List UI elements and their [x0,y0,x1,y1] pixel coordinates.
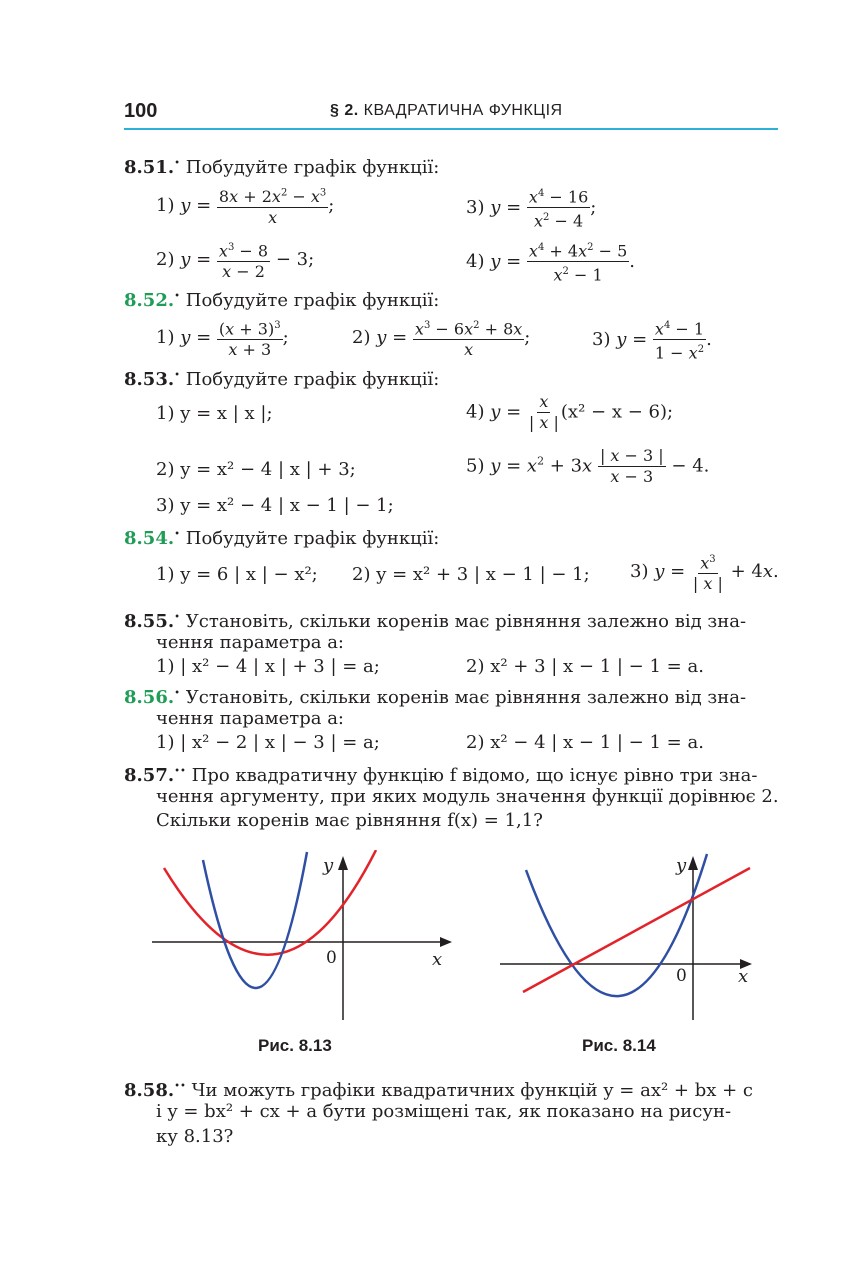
problem-8-56-item-2: 2) x² − 4 | x − 1 | − 1 = a. [466,732,704,753]
problem-text: Побудуйте графік функції: [185,157,440,178]
problem-8-53-item-5: 5) $y = x^2 + 3x$ $\frac{| x - 3 |}{x - 3}$ − 4. [466,446,710,486]
problem-number: 8.57. [124,765,175,786]
problem-number: 8.51. [124,157,175,178]
origin-label: 0 [326,948,337,968]
item-label: 3) [466,196,485,218]
problem-8-57: 8.57.•• Про квадратичну функцію f відомо, що існує рівно три зна- [124,765,758,786]
figure-8-13 [140,850,460,1025]
problem-number: 8.56. [124,687,175,708]
problem-8-51-item-4: 4) y = $\frac{x^4 + 4x^2 - 5}{x^2 - 1}$ . [466,238,635,286]
problem-number: 8.55. [124,611,175,632]
problem-8-53-item-2: 2) y = x² − 4 | x | + 3; [156,459,356,480]
section-number: § 2. [330,102,359,119]
figure-8-14 [490,850,765,1025]
problem-text: Побудуйте графік функції: [185,528,440,549]
blue-parabola [203,852,307,988]
item-label: 4) [466,250,485,272]
x-label: x [432,949,443,970]
item-label: 2) [156,249,175,271]
fraction: $\frac{x^3 - 6x^2 + 8x}{x}$ [413,316,524,360]
problem-8-53: 8.53.• Побудуйте графік функції: [124,369,440,390]
fraction: $\frac{x^3}{| x |}$ [691,550,725,594]
problem-8-52-item-3: 3) y = $\frac{x^4 - 1}{1 - x^2}$ . [592,316,712,364]
fraction: $\frac{x^4 - 16}{x^2 - 4}$ [527,184,590,232]
problem-8-58-line-3: ку 8.13? [156,1126,234,1147]
y-axis-arrow [338,856,348,870]
problem-8-54-item-3: 3) y = $\frac{x^3}{| x |}$ + 4x. [630,550,779,594]
problem-8-56: 8.56.• Установіть, скільки коренів має рівняння залежно від зна- [124,687,747,708]
problem-text: Побудуйте графік функції: [185,290,440,311]
y-label: y [323,855,334,876]
problem-8-55-line-2: чення параметра a: [156,632,344,653]
figure-8-14-caption: Рис. 8.14 [582,1036,656,1055]
fraction: $\frac{x^3 - 8}{x - 2}$ [217,238,270,282]
problem-8-57-line-2: чення аргументу, при яких модуль значення функції дорівнює 2. [156,786,779,807]
problem-8-51-item-1: 1) y = $\frac{8x + 2x^2 - x^3}{x}$ ; [156,184,334,228]
problem-8-57-line-3: Скільки коренів має рівняння f(x) = 1,1? [156,810,543,831]
page-number: 100 [124,100,158,122]
fraction: $\frac{x}{| x |}$ [528,392,559,432]
section-name: КВАДРАТИЧНА ФУНКЦІЯ [363,102,563,119]
problem-8-52-item-1: 1) y = $\frac{(x + 3)^3}{x + 3}$ ; [156,316,289,360]
x-label: x [738,966,749,987]
fraction: $\frac{| x - 3 |}{x - 3}$ [599,446,664,486]
problem-8-55-item-1: 1) | x² − 4 | x | + 3 | = a; [156,656,380,677]
problem-8-51-item-2: 2) y = $\frac{x^3 - 8}{x - 2}$ − 3; [156,238,314,282]
problem-text-line-1: Про квадратичну функцію f відомо, що існує рівно три зна- [191,765,758,786]
section-title [330,102,563,120]
x-axis-arrow [440,937,452,947]
problem-8-51: 8.51.• Побудуйте графік функції: [124,157,440,178]
problem-text-line-1: Установіть, скільки коренів має рівняння залежно від зна- [185,611,747,632]
problem-8-55-item-2: 2) x² + 3 | x − 1 | − 1 = a. [466,656,704,677]
fraction: $\frac{x^4 + 4x^2 - 5}{x^2 - 1}$ [527,238,629,286]
problem-number: 8.58. [124,1080,175,1101]
problem-8-52-item-2: 2) y = $\frac{x^3 - 6x^2 + 8x}{x}$ ; [352,316,530,360]
problem-8-56-line-2: чення параметра a: [156,708,344,729]
red-line [523,868,750,992]
problem-number: 8.53. [124,369,175,390]
problem-8-52: 8.52.• Побудуйте графік функції: [124,290,440,311]
origin-label: 0 [676,966,687,986]
y-label: y [676,855,687,876]
fraction: $\frac{x^4 - 1}{1 - x^2}$ [653,316,706,364]
problem-8-56-item-1: 1) | x² − 2 | x | − 3 | = a; [156,732,380,753]
problem-8-55: 8.55.• Установіть, скільки коренів має рівняння залежно від зна- [124,611,747,632]
problem-8-53-item-1: 1) y = x | x |; [156,403,273,424]
problem-8-53-item-4: 4) y = $\frac{x}{| x |}$ (x² − x − 6); [466,392,674,432]
figure-8-13-caption: Рис. 8.13 [258,1036,332,1055]
problem-8-58-line-2: і y = bx² + cx + a бути розміщені так, як показано на рисун- [156,1101,732,1122]
problem-number: 8.52. [124,290,175,311]
problem-8-53-item-3: 3) y = x² − 4 | x − 1 | − 1; [156,495,394,516]
header-rule [124,128,778,130]
problem-text: Побудуйте графік функції: [185,369,440,390]
problem-8-54: 8.54.• Побудуйте графік функції: [124,528,440,549]
problem-text-line-1: Установіть, скільки коренів має рівняння залежно від зна- [185,687,747,708]
y-axis-arrow [688,856,698,870]
problem-8-54-item-2: 2) y = x² + 3 | x − 1 | − 1; [352,564,590,585]
problem-8-58: 8.58.•• Чи можуть графіки квадратичних функцій y = ax² + bx + c [124,1080,753,1101]
problem-8-54-item-1: 1) y = 6 | x | − x²; [156,564,318,585]
item-label: 1) [156,195,175,217]
fraction: $\frac{(x + 3)^3}{x + 3}$ [217,316,283,360]
problem-text-line-1: Чи можуть графіки квадратичних функцій y = ax² + bx + c [191,1080,753,1101]
problem-number: 8.54. [124,528,175,549]
item-tail: (x² − x − 6); [560,401,674,423]
fraction: $\frac{8x + 2x^2 - x^3}{x}$ [217,184,328,228]
problem-8-51-item-3: 3) y = $\frac{x^4 - 16}{x^2 - 4}$ ; [466,184,596,232]
